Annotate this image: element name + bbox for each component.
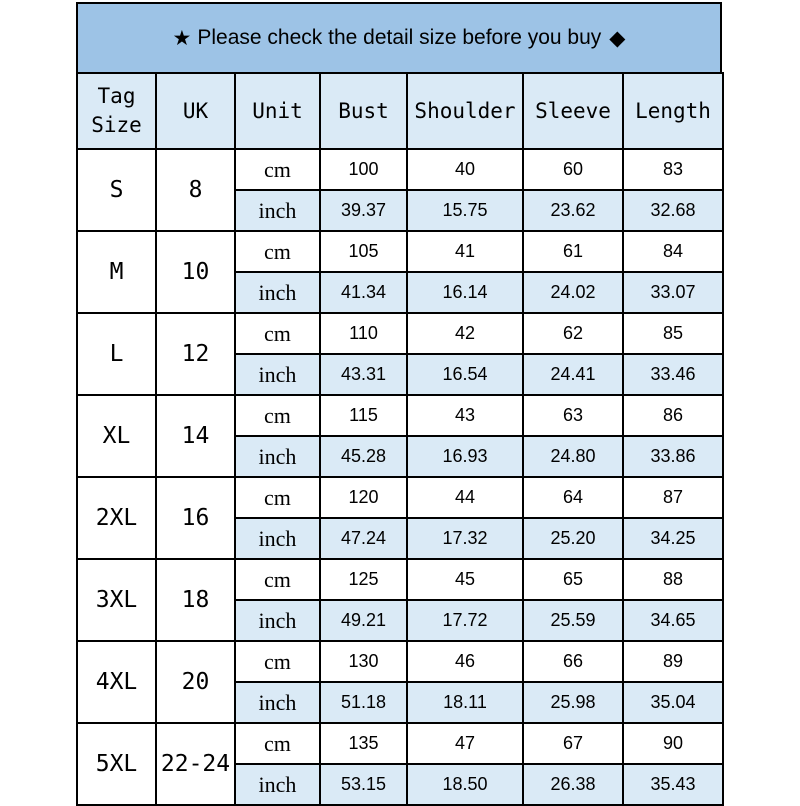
length-value-cell: 35.04: [623, 682, 723, 723]
bust-value-cell: 100: [320, 149, 407, 190]
sleeve-value-cell: 24.41: [523, 354, 623, 395]
shoulder-value-cell: 40: [407, 149, 523, 190]
tag-size-cell: 4XL: [77, 641, 156, 723]
sleeve-value-cell: 25.59: [523, 600, 623, 641]
header-shoulder: Shoulder: [407, 73, 523, 149]
bust-value-cell: 43.31: [320, 354, 407, 395]
length-value-cell: 33.46: [623, 354, 723, 395]
tag-size-cell: 3XL: [77, 559, 156, 641]
unit-cell: cm: [235, 395, 320, 436]
size-row-cm: [77, 231, 723, 272]
bust-value-cell: 135: [320, 723, 407, 764]
unit-cell: inch: [235, 436, 320, 477]
unit-cell: inch: [235, 600, 320, 641]
header-tag-line1: Tag: [97, 84, 136, 108]
length-value-cell: 33.86: [623, 436, 723, 477]
length-value-cell: 89: [623, 641, 723, 682]
bust-value-cell: 53.15: [320, 764, 407, 805]
unit-cell: inch: [235, 518, 320, 559]
sleeve-value-cell: 63: [523, 395, 623, 436]
sleeve-value-cell: 66: [523, 641, 623, 682]
sleeve-value-cell: 64: [523, 477, 623, 518]
bust-value-cell: 47.24: [320, 518, 407, 559]
bust-value-cell: 41.34: [320, 272, 407, 313]
uk-size-cell: 16: [156, 477, 235, 559]
shoulder-value-cell: 41: [407, 231, 523, 272]
header-bust: Bust: [320, 73, 407, 149]
unit-cell: cm: [235, 559, 320, 600]
sleeve-value-cell: 25.98: [523, 682, 623, 723]
unit-cell: inch: [235, 190, 320, 231]
tag-size-cell: L: [77, 313, 156, 395]
unit-cell: cm: [235, 313, 320, 354]
uk-size-cell: 10: [156, 231, 235, 313]
uk-size-cell: 8: [156, 149, 235, 231]
bust-value-cell: 39.37: [320, 190, 407, 231]
sleeve-value-cell: 61: [523, 231, 623, 272]
size-table: [76, 72, 724, 806]
tag-size-cell: M: [77, 231, 156, 313]
size-row-cm: [77, 723, 723, 764]
sleeve-value-cell: 62: [523, 313, 623, 354]
header-unit: Unit: [235, 73, 320, 149]
star-icon: ★: [172, 26, 192, 50]
bust-value-cell: 125: [320, 559, 407, 600]
tag-size-cell: 2XL: [77, 477, 156, 559]
uk-size-cell: 12: [156, 313, 235, 395]
unit-cell: cm: [235, 477, 320, 518]
bust-value-cell: 110: [320, 313, 407, 354]
length-value-cell: 34.65: [623, 600, 723, 641]
uk-size-cell: 20: [156, 641, 235, 723]
size-row-cm: [77, 149, 723, 190]
bust-value-cell: 49.21: [320, 600, 407, 641]
shoulder-value-cell: 47: [407, 723, 523, 764]
header-sleeve: Sleeve: [523, 73, 623, 149]
header-tag-size: [77, 73, 156, 149]
length-value-cell: 33.07: [623, 272, 723, 313]
length-value-cell: 87: [623, 477, 723, 518]
bust-value-cell: 105: [320, 231, 407, 272]
shoulder-value-cell: 43: [407, 395, 523, 436]
header-uk: UK: [156, 73, 235, 149]
shoulder-value-cell: 42: [407, 313, 523, 354]
shoulder-value-cell: 15.75: [407, 190, 523, 231]
header-tag-line2: Size: [91, 113, 142, 137]
length-value-cell: 34.25: [623, 518, 723, 559]
shoulder-value-cell: 16.54: [407, 354, 523, 395]
unit-cell: cm: [235, 231, 320, 272]
sleeve-value-cell: 23.62: [523, 190, 623, 231]
sleeve-value-cell: 25.20: [523, 518, 623, 559]
banner-text: Please check the detail size before you buy: [197, 26, 602, 49]
sleeve-value-cell: 67: [523, 723, 623, 764]
unit-cell: cm: [235, 641, 320, 682]
length-value-cell: 90: [623, 723, 723, 764]
shoulder-value-cell: 45: [407, 559, 523, 600]
uk-size-cell: 18: [156, 559, 235, 641]
bust-value-cell: 120: [320, 477, 407, 518]
bust-value-cell: 45.28: [320, 436, 407, 477]
unit-cell: cm: [235, 149, 320, 190]
shoulder-value-cell: 17.32: [407, 518, 523, 559]
length-value-cell: 86: [623, 395, 723, 436]
length-value-cell: 35.43: [623, 764, 723, 805]
shoulder-value-cell: 18.50: [407, 764, 523, 805]
unit-cell: inch: [235, 354, 320, 395]
bust-value-cell: 130: [320, 641, 407, 682]
length-value-cell: 83: [623, 149, 723, 190]
shoulder-value-cell: 18.11: [407, 682, 523, 723]
unit-cell: inch: [235, 764, 320, 805]
unit-cell: inch: [235, 682, 320, 723]
length-value-cell: 85: [623, 313, 723, 354]
tag-size-cell: XL: [77, 395, 156, 477]
tag-size-cell: S: [77, 149, 156, 231]
shoulder-value-cell: 17.72: [407, 600, 523, 641]
header-length: Length: [623, 73, 723, 149]
bust-value-cell: 115: [320, 395, 407, 436]
size-row-cm: [77, 395, 723, 436]
size-chart: [76, 2, 722, 798]
size-row-cm: [77, 477, 723, 518]
unit-cell: cm: [235, 723, 320, 764]
size-notice-banner: [76, 2, 722, 74]
sleeve-value-cell: 60: [523, 149, 623, 190]
length-value-cell: 32.68: [623, 190, 723, 231]
unit-cell: inch: [235, 272, 320, 313]
shoulder-value-cell: 16.93: [407, 436, 523, 477]
sleeve-value-cell: 24.02: [523, 272, 623, 313]
sleeve-value-cell: 24.80: [523, 436, 623, 477]
shoulder-value-cell: 44: [407, 477, 523, 518]
uk-size-cell: 14: [156, 395, 235, 477]
size-row-cm: [77, 559, 723, 600]
header-row: [77, 73, 723, 149]
diamond-icon: ◆: [609, 26, 626, 50]
shoulder-value-cell: 46: [407, 641, 523, 682]
size-row-cm: [77, 641, 723, 682]
sleeve-value-cell: 65: [523, 559, 623, 600]
length-value-cell: 84: [623, 231, 723, 272]
length-value-cell: 88: [623, 559, 723, 600]
sleeve-value-cell: 26.38: [523, 764, 623, 805]
uk-size-cell: 22-24: [156, 723, 235, 805]
tag-size-cell: 5XL: [77, 723, 156, 805]
shoulder-value-cell: 16.14: [407, 272, 523, 313]
size-row-cm: [77, 313, 723, 354]
bust-value-cell: 51.18: [320, 682, 407, 723]
